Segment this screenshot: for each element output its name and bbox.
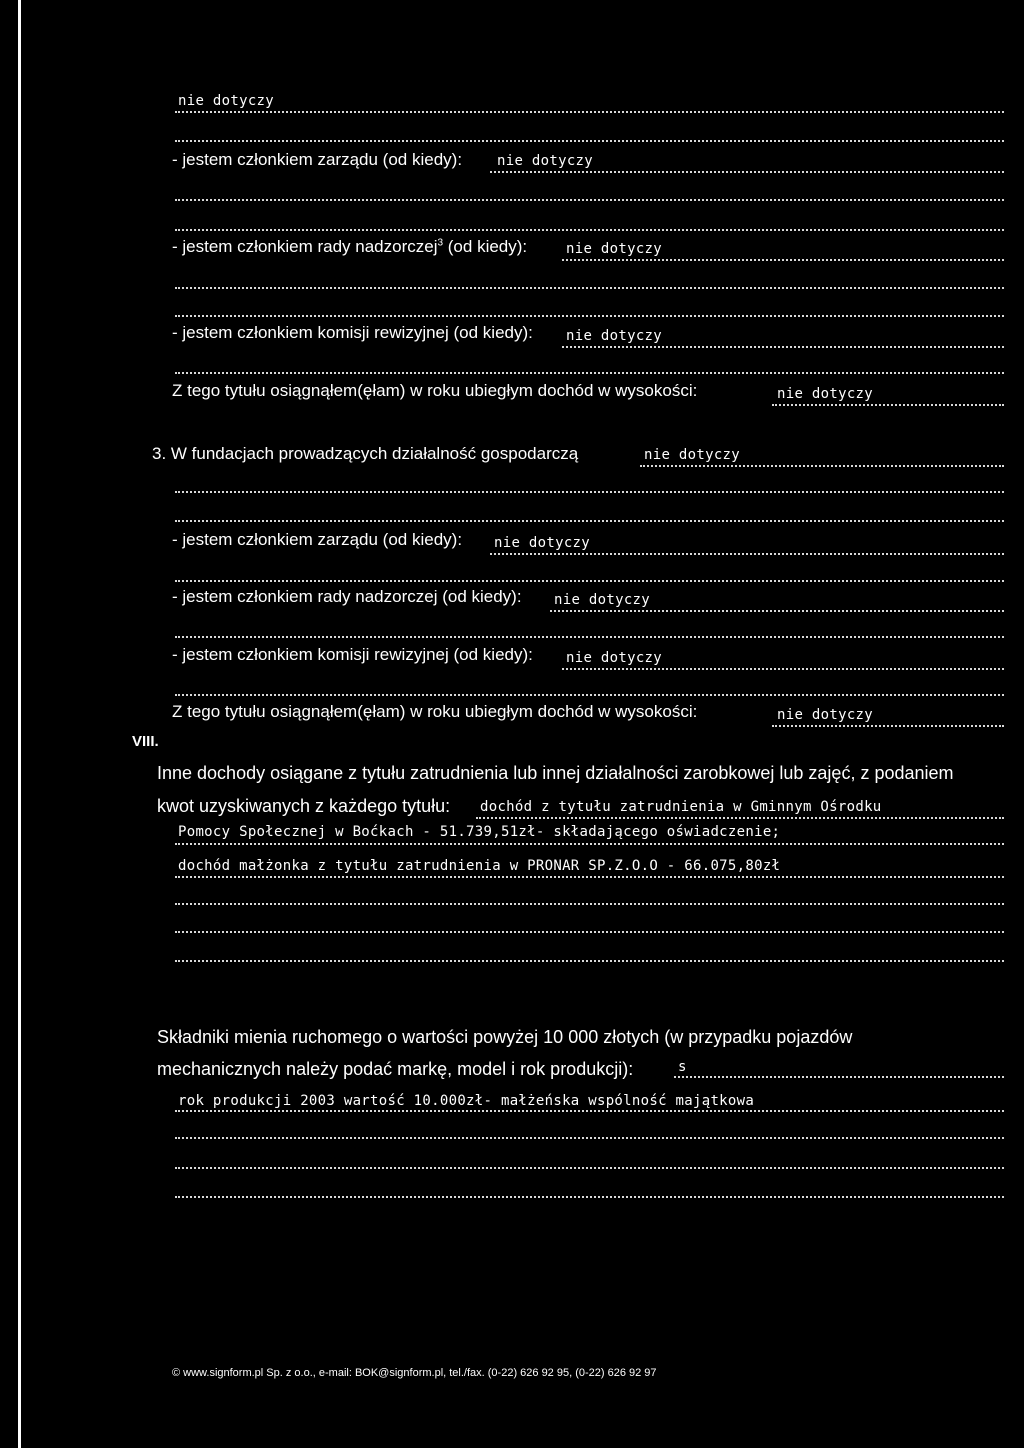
answer-line-2: rok produkcji 2003 wartość 10.000zł- małżeńska wspólność majątkowa	[178, 1093, 755, 1109]
left-margin-line	[18, 0, 21, 1448]
komisja-value: nie dotyczy	[566, 650, 663, 666]
section-ix-line1: Składniki mienia ruchomego o wartości powyżej 10 000 złotych (w przypadku pojazdów	[157, 1027, 853, 1047]
first-value: nie dotyczy	[178, 93, 275, 109]
dotted-line	[175, 931, 1004, 933]
dotted-line	[175, 229, 1004, 231]
section-3-heading: 3. W fundacjach prowadzących działalność gospodarczą	[152, 444, 579, 463]
rada-label-text: - jestem członkiem rady nadzorczej	[172, 237, 438, 256]
answer-line-3: dochód małżonka z tytułu zatrudnienia w PRONAR SP.Z.O.O - 66.075,80zł	[178, 858, 781, 874]
section-viii-line1: Inne dochody osiągane z tytułu zatrudnienia lub innej działalności zarobkowej lub zajęć, z podaniem	[157, 763, 954, 783]
zarzad-label: - jestem członkiem zarządu (od kiedy):	[172, 530, 463, 549]
dotted-line	[772, 725, 1004, 727]
zarzad-value: nie dotyczy	[494, 535, 591, 551]
dotted-line	[175, 287, 1004, 289]
dotted-line	[175, 636, 1004, 638]
dotted-line	[490, 171, 1004, 173]
komisja-label: - jestem członkiem komisji rewizyjnej (od kiedy):	[172, 323, 533, 342]
dotted-line	[175, 960, 1004, 962]
answer-line-2: Pomocy Społecznej w Boćkach - 51.739,51zł- składającego oświadczenie;	[178, 824, 781, 840]
dotted-line	[175, 491, 1004, 493]
footnote-marker: 3	[437, 237, 444, 249]
rada-value: nie dotyczy	[554, 592, 651, 608]
dotted-line	[550, 610, 1004, 612]
dotted-line	[175, 903, 1004, 905]
komisja-label: - jestem członkiem komisji rewizyjnej (od kiedy):	[172, 645, 533, 664]
dotted-line	[476, 817, 1004, 819]
dotted-line	[175, 876, 1004, 878]
dochod-value: nie dotyczy	[777, 707, 874, 723]
section-viii-line2: kwot uzyskiwanych z każdego tytułu:	[157, 796, 451, 816]
dochod-value: nie dotyczy	[777, 386, 874, 402]
dotted-line	[562, 346, 1004, 348]
zarzad-label: - jestem członkiem zarządu (od kiedy):	[172, 150, 463, 169]
dotted-line	[175, 580, 1004, 582]
dotted-line	[674, 1076, 1004, 1078]
dotted-line	[175, 520, 1004, 522]
section-number: VIII.	[132, 733, 159, 750]
rada-label	[172, 237, 527, 257]
dotted-line	[175, 694, 1004, 696]
section-ix-line2: mechanicznych należy podać markę, model i rok produkcji):	[157, 1059, 634, 1079]
komisja-value: nie dotyczy	[566, 328, 663, 344]
dotted-line	[175, 372, 1004, 374]
dotted-line	[490, 553, 1004, 555]
rada-value: nie dotyczy	[566, 241, 663, 257]
dotted-line	[640, 465, 1004, 467]
dotted-line	[175, 315, 1004, 317]
dotted-line	[175, 111, 1004, 113]
dotted-line	[175, 1196, 1004, 1198]
dotted-line	[175, 140, 1004, 142]
section-3-heading-value: nie dotyczy	[644, 447, 741, 463]
rada-label: - jestem członkiem rady nadzorczej (od kiedy):	[172, 587, 522, 606]
dotted-line	[175, 1137, 1004, 1139]
dotted-line	[175, 1167, 1004, 1169]
answer-line-1: dochód z tytułu zatrudnienia w Gminnym Ośrodku	[480, 799, 882, 815]
dochod-label: Z tego tytułu osiągnąłem(ęłam) w roku ubiegłym dochód w wysokości:	[172, 702, 698, 721]
dotted-line	[562, 668, 1004, 670]
dotted-line	[175, 199, 1004, 201]
dotted-line	[772, 404, 1004, 406]
zarzad-value: nie dotyczy	[497, 153, 594, 169]
dotted-line	[175, 843, 1004, 845]
footer-copyright: © www.signform.pl Sp. z o.o., e-mail: BOK@signform.pl, tel./fax. (0-22) 626 92 95, (0-22) 626 92 97	[172, 1367, 657, 1379]
dochod-label: Z tego tytułu osiągnąłem(ęłam) w roku ubiegłym dochód w wysokości:	[172, 381, 698, 400]
dotted-line	[175, 1110, 1004, 1112]
answer-line-1: s	[678, 1059, 687, 1075]
rada-label-suffix: (od kiedy):	[443, 237, 528, 256]
dotted-line	[562, 259, 1004, 261]
